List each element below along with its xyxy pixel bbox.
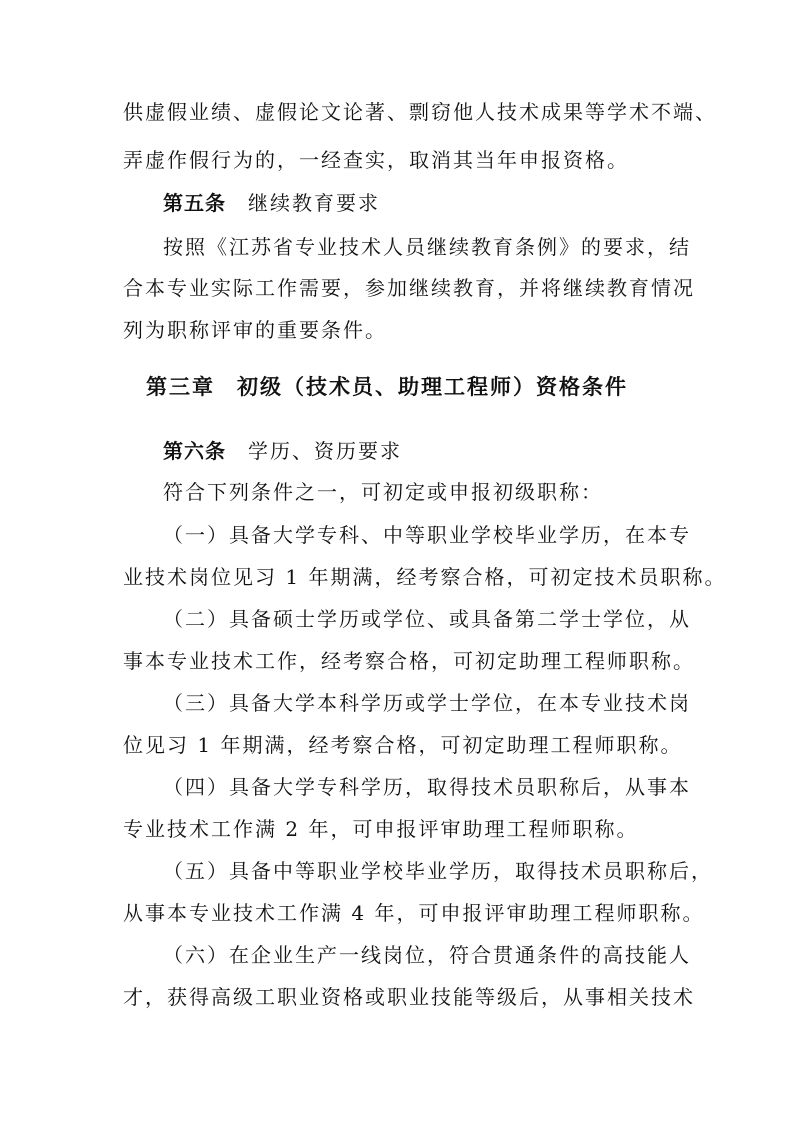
list-item-line: 从事本专业技术工作满 4 年，可申报评审助理工程师职称。 bbox=[123, 901, 705, 925]
list-item-line: 事本专业技术工作，经考察合格，可初定助理工程师职称。 bbox=[123, 649, 695, 673]
article-5-title: 继续教育要求 bbox=[248, 191, 380, 215]
list-item-line: 业技术岗位见习 1 年期满，经考察合格，可初定技术员职称。 bbox=[123, 565, 727, 589]
list-item-line: （三）具备大学本科学历或学士学位，在本专业技术岗 bbox=[163, 691, 691, 715]
list-item-line: 位见习 1 年期满，经考察合格，可初定助理工程师职称。 bbox=[123, 733, 683, 757]
list-item-line: （一）具备大学专科、中等职业学校毕业学历，在本专 bbox=[163, 523, 691, 547]
list-item-line: （六）在企业生产一线岗位，符合贯通条件的高技能人 bbox=[163, 943, 691, 967]
list-item-line: （二）具备硕士学历或学位、或具备第二学士学位，从 bbox=[163, 607, 691, 631]
article-6-heading bbox=[163, 436, 675, 466]
paragraph-line: 合本专业实际工作需要，参加继续教育，并将继续教育情况 bbox=[123, 276, 695, 300]
chapter-3-label: 第三章 bbox=[146, 375, 215, 399]
chapter-3-heading bbox=[146, 372, 628, 402]
list-item-line: （五）具备中等职业学校毕业学历，取得技术员职称后， bbox=[163, 859, 713, 883]
paragraph-line: 列为职称评审的重要条件。 bbox=[123, 318, 387, 342]
article-6-label: 第六条 bbox=[163, 439, 226, 463]
list-item-line: 专业技术工作满 2 年，可申报评审助理工程师职称。 bbox=[123, 817, 639, 841]
paragraph-line: 符合下列条件之一，可初定或申报初级职称： bbox=[163, 480, 603, 504]
article-6-title: 学历、资历要求 bbox=[248, 439, 402, 463]
paragraph-line: 弄虚作假行为的，一经查实，取消其当年申报资格。 bbox=[123, 148, 629, 172]
list-item-line: （四）具备大学专科学历，取得技术员职称后，从事本 bbox=[163, 775, 691, 799]
article-5-label: 第五条 bbox=[163, 191, 226, 215]
chapter-3-title: 初级（技术员、助理工程师）资格条件 bbox=[237, 375, 628, 399]
article-5-heading bbox=[163, 188, 675, 218]
paragraph-line: 供虚假业绩、虚假论文论著、剽窃他人技术成果等学术不端、 bbox=[123, 100, 717, 124]
list-item-line: 才，获得高级工职业资格或职业技能等级后，从事相关技术 bbox=[123, 985, 695, 1009]
paragraph-line: 按照《江苏省专业技术人员继续教育条例》的要求，结 bbox=[163, 235, 691, 259]
